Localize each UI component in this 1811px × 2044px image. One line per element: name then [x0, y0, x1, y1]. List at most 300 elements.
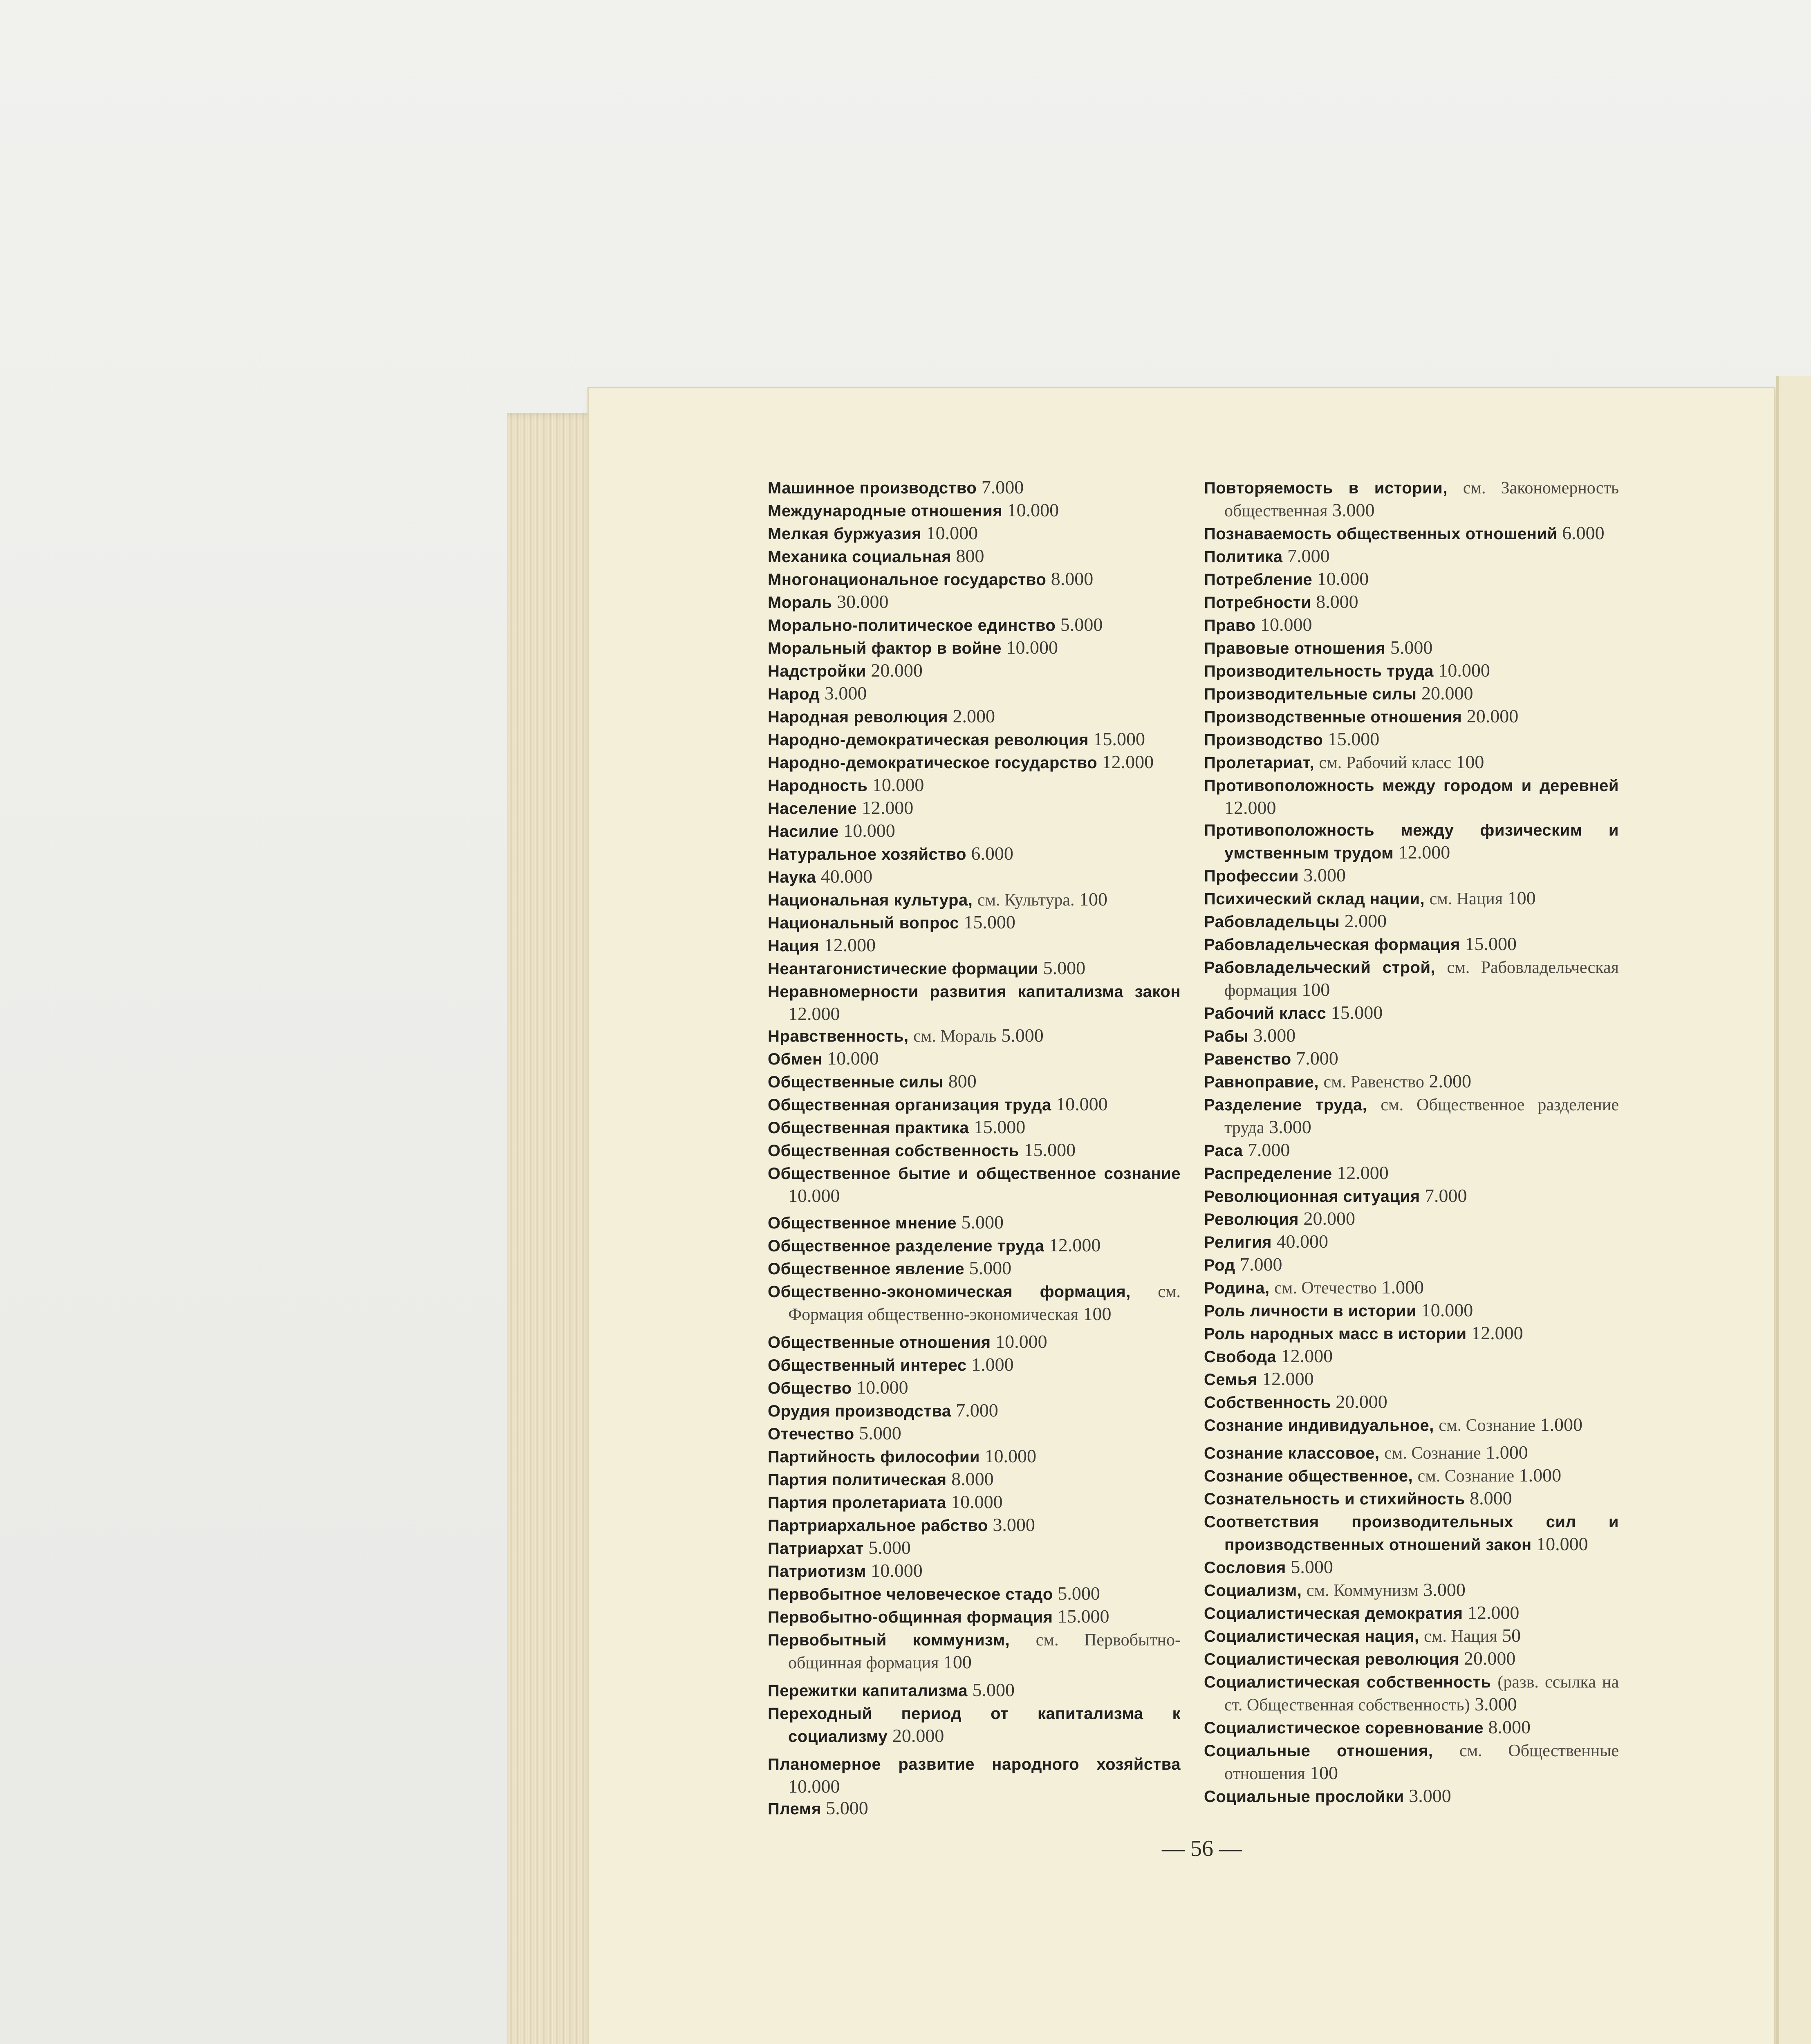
entry-term: Национальный вопрос [768, 914, 959, 932]
entry-term: Повторяемость в истории, [1204, 479, 1448, 497]
entry-count: 20.000 [1464, 1648, 1516, 1669]
entry-term: Религия [1204, 1233, 1272, 1251]
entry-count: 8.000 [951, 1468, 994, 1489]
index-entry [1204, 751, 1619, 774]
entry-term: Рабы [1204, 1027, 1249, 1045]
entry-count: 10.000 [843, 820, 895, 841]
entry-term: Потребности [1204, 594, 1311, 612]
entry-term: Общественный интерес [768, 1356, 967, 1374]
index-entry [1204, 1139, 1619, 1162]
index-entry [1204, 682, 1619, 705]
entry-term: Потребление [1204, 571, 1313, 589]
entry-term: Пролетариат, [1204, 754, 1315, 772]
entry-term: Надстройки [768, 662, 866, 680]
entry-count: 5.000 [826, 1797, 868, 1818]
index-entry [768, 957, 1181, 980]
index-entry [768, 1116, 1181, 1139]
index-entry [768, 980, 1181, 1024]
entry-term: Социалистическое соревнование [1204, 1719, 1484, 1737]
index-entry [768, 1024, 1181, 1047]
index-entry [1204, 1368, 1619, 1391]
entry-term: Машинное производство [768, 479, 977, 497]
entry-count: 10.000 [856, 1377, 908, 1398]
entry-term: Революция [1204, 1210, 1299, 1228]
entry-term: Сословия [1204, 1559, 1286, 1577]
index-entry [1204, 1093, 1619, 1139]
index-entry [1204, 1602, 1619, 1625]
index-entry [768, 1537, 1181, 1560]
entry-term: Родина, [1204, 1279, 1270, 1297]
entry-count: 3.000 [1332, 500, 1375, 520]
entry-count: 100 [1083, 1303, 1112, 1324]
entry-count: 5.000 [1390, 637, 1433, 658]
entry-term: Народно-демократическое государство [768, 754, 1098, 772]
entry-count: 8.000 [1470, 1488, 1512, 1508]
entry-count: 10.000 [995, 1331, 1047, 1352]
entry-term: Сознательность и стихийность [1204, 1490, 1465, 1508]
entry-count: 15.000 [1465, 933, 1517, 954]
index-entry [768, 1445, 1181, 1468]
entry-term: Социализм, [1204, 1582, 1302, 1600]
index-entry [768, 934, 1181, 957]
entry-count: 10.000 [984, 1446, 1037, 1466]
entry-count: 12.000 [1224, 797, 1276, 818]
entry-term: Психический склад нации, [1204, 890, 1425, 908]
entry-term: Орудия производства [768, 1402, 951, 1420]
entry-cross-reference: см. Сознание [1384, 1444, 1481, 1463]
entry-count: 10.000 [1317, 568, 1369, 589]
index-entry [1204, 1208, 1619, 1230]
index-entry [768, 476, 1181, 499]
entry-term: Сознание индивидуальное, [1204, 1416, 1434, 1434]
entry-term: Право [1204, 616, 1256, 634]
entry-count: 12.000 [1262, 1368, 1314, 1389]
entry-term: Общественное явление [768, 1260, 965, 1278]
index-entry [768, 1257, 1181, 1280]
entry-cross-reference: см. Первобытно-общинная формация [788, 1631, 1181, 1672]
entry-term: Нравственность, [768, 1027, 909, 1045]
entry-term: Партийность философии [768, 1448, 980, 1466]
entry-term: Политика [1204, 548, 1283, 566]
entry-count: 7.000 [956, 1400, 998, 1421]
entry-term: Общественное разделение труда [768, 1237, 1044, 1255]
index-entry [1204, 1670, 1619, 1716]
index-entry [768, 911, 1181, 934]
entry-term: Сознание классовое, [1204, 1444, 1380, 1462]
entry-cross-reference: см. Общественные отношения [1224, 1741, 1619, 1783]
entry-count: 1.000 [971, 1354, 1014, 1375]
entry-term: Мораль [768, 594, 832, 612]
index-entry [1204, 591, 1619, 614]
entry-count: 3.000 [1269, 1116, 1311, 1137]
entry-term: Неравномерности развития капитализма закон [768, 983, 1181, 1001]
entry-term: Патриотизм [768, 1562, 866, 1580]
entry-count: 12.000 [861, 797, 914, 818]
entry-term: Рабовладельческая формация [1204, 936, 1460, 954]
entry-count: 7.000 [981, 477, 1024, 498]
entry-count: 12.000 [1337, 1162, 1389, 1183]
entry-term: Первобытно-общинная формация [768, 1608, 1053, 1626]
index-entry [768, 888, 1181, 911]
entry-count: 12.000 [824, 935, 876, 955]
entry-count: 100 [1507, 888, 1536, 908]
entry-count: 5.000 [868, 1537, 911, 1558]
entry-count: 10.000 [1056, 1094, 1108, 1114]
entry-cross-reference: см. Закономерность общественная [1224, 479, 1619, 520]
entry-count: 5.000 [969, 1257, 1012, 1278]
entry-count: 8.000 [1488, 1717, 1531, 1737]
entry-term: Общественное бытие и общественное сознание [768, 1165, 1181, 1183]
entry-cross-reference: см. Рабочий класс [1319, 753, 1451, 772]
index-entry [768, 1702, 1181, 1748]
entry-term: Общество [768, 1379, 852, 1397]
entry-count: 15.000 [1093, 728, 1145, 749]
entry-count: 12.000 [1049, 1235, 1101, 1255]
entry-count: 10.000 [951, 1491, 1003, 1512]
index-entry [768, 865, 1181, 888]
index-entry [1204, 1414, 1619, 1437]
entry-term: Планомерное развитие народного хозяйства [768, 1755, 1181, 1773]
index-entry [768, 1399, 1181, 1422]
index-entry [1204, 1391, 1619, 1414]
index-entry [768, 1679, 1181, 1702]
index-entry [1204, 1510, 1619, 1556]
entry-count: 12.000 [1102, 751, 1154, 772]
entry-term: Общественная практика [768, 1119, 969, 1137]
entry-term: Пережитки капитализма [768, 1682, 968, 1700]
entry-count: 5.000 [1060, 614, 1103, 635]
entry-term: Свобода [1204, 1348, 1277, 1366]
index-entry [768, 1514, 1181, 1537]
entry-count: 15.000 [1331, 1002, 1383, 1023]
index-entry [1204, 910, 1619, 933]
entry-count: 5.000 [1043, 957, 1086, 978]
entry-count: 1.000 [1381, 1277, 1424, 1298]
index-entry [768, 1605, 1181, 1628]
entry-term: Профессии [1204, 867, 1299, 885]
index-entry [768, 682, 1181, 705]
entry-term: Производительность труда [1204, 662, 1434, 680]
entry-count: 15.000 [1057, 1606, 1109, 1627]
entry-cross-reference: см. Отечество [1274, 1279, 1377, 1298]
index-entry [768, 568, 1181, 591]
index-entry [1204, 887, 1619, 910]
entry-count: 20.000 [1466, 706, 1519, 726]
entry-term: Отечество [768, 1425, 854, 1443]
index-entry [768, 751, 1181, 774]
index-entry [768, 1582, 1181, 1605]
entry-term: Сознание общественное, [1204, 1467, 1413, 1485]
index-entry [1204, 1345, 1619, 1368]
entry-term: Насилие [768, 823, 839, 840]
entry-count: 100 [1456, 751, 1484, 772]
index-entry [1204, 1647, 1619, 1670]
entry-term: Партриархальное рабство [768, 1517, 988, 1535]
index-entry [768, 1628, 1181, 1674]
entry-count: 10.000 [788, 1185, 840, 1206]
index-entry [1204, 1230, 1619, 1253]
entry-term: Общественно-экономическая формация, [768, 1283, 1131, 1301]
entry-count: 800 [948, 1071, 977, 1091]
index-entry [768, 545, 1181, 568]
entry-term: Производство [1204, 731, 1323, 749]
entry-term: Морально-политическое единство [768, 616, 1056, 634]
entry-count: 2.000 [953, 706, 995, 726]
entry-count: 10.000 [926, 522, 978, 543]
entry-term: Международные отношения [768, 502, 1003, 520]
entry-count: 40.000 [1276, 1231, 1329, 1252]
entry-term: Многонациональное государство [768, 571, 1047, 589]
entry-term: Общественные силы [768, 1073, 944, 1091]
entry-term: Общественные отношения [768, 1334, 991, 1351]
index-entry [768, 1753, 1181, 1797]
entry-cross-reference: см. Сознание [1417, 1467, 1515, 1486]
entry-term: Разделение труда, [1204, 1096, 1367, 1114]
index-entry [768, 659, 1181, 682]
entry-term: Роль личности в истории [1204, 1302, 1417, 1320]
index-entry [1204, 1253, 1619, 1276]
entry-count: 10.000 [872, 774, 924, 795]
entry-count: 3.000 [824, 683, 867, 704]
index-entry [768, 1376, 1181, 1399]
entry-term: Население [768, 800, 857, 818]
index-entry [768, 1797, 1181, 1820]
entry-term: Раса [1204, 1142, 1243, 1160]
entry-count: 6.000 [971, 843, 1013, 864]
index-column-right [1204, 476, 1619, 1808]
index-entry [1204, 659, 1619, 682]
entry-count: 10.000 [827, 1048, 879, 1069]
entry-count: 10.000 [1260, 614, 1312, 635]
entry-term: Натуральное хозяйство [768, 845, 966, 863]
entry-term: Социалистическая собственность [1204, 1673, 1491, 1691]
index-entry [1204, 1162, 1619, 1185]
entry-count: 20.000 [1303, 1208, 1356, 1229]
entry-term: Социальные прослойки [1204, 1788, 1404, 1806]
index-entry [1204, 1716, 1619, 1739]
entry-count: 1.000 [1486, 1442, 1528, 1463]
entry-term: Нация [768, 937, 820, 955]
index-entry [1204, 956, 1619, 1002]
entry-term: Роль народных масс в истории [1204, 1325, 1467, 1343]
entry-term: Национальная культура, [768, 891, 973, 909]
entry-count: 2.000 [1429, 1071, 1471, 1091]
index-entry [768, 522, 1181, 545]
entry-term: Равенство [1204, 1050, 1291, 1068]
entry-cross-reference: см. Общественное разделение труда [1224, 1096, 1619, 1137]
index-entry [768, 705, 1181, 728]
entry-count: 5.000 [1058, 1583, 1100, 1604]
entry-cross-reference: см. Коммунизм [1306, 1581, 1419, 1600]
entry-cross-reference: см. Культура. [977, 891, 1075, 910]
entry-count: 12.000 [1398, 842, 1450, 863]
entry-cross-reference: см. Формация общественно-экономическая [788, 1282, 1181, 1324]
entry-term: Наука [768, 868, 816, 886]
entry-count: 10.000 [1438, 660, 1490, 681]
entry-term: Род [1204, 1256, 1235, 1274]
entry-count: 7.000 [1296, 1048, 1338, 1069]
index-entry [1204, 522, 1619, 545]
entry-cross-reference: см. Мораль [913, 1027, 997, 1046]
entry-count: 2.000 [1344, 910, 1387, 931]
entry-term: Партия пролетариата [768, 1494, 946, 1512]
entry-term: Патриархат [768, 1540, 864, 1558]
index-entry [1204, 614, 1619, 637]
index-entry [1204, 1739, 1619, 1785]
entry-term: Механика социальная [768, 548, 952, 566]
index-entry [768, 843, 1181, 865]
entry-count: 1.000 [1519, 1465, 1562, 1486]
index-entry [1204, 1322, 1619, 1345]
entry-count: 5.000 [972, 1679, 1015, 1700]
entry-count: 20.000 [871, 660, 923, 681]
index-entry [768, 1234, 1181, 1257]
index-entry [1204, 1299, 1619, 1322]
entry-count: 800 [956, 545, 984, 566]
index-entry [1204, 1556, 1619, 1579]
index-entry [1204, 568, 1619, 591]
index-entry [768, 1468, 1181, 1491]
entry-count: 10.000 [1007, 500, 1059, 520]
entry-count: 100 [943, 1652, 972, 1672]
entry-term: Производительные силы [1204, 685, 1417, 703]
entry-term: Противоположность между городом и деревней [1204, 777, 1619, 795]
entry-count: 15.000 [964, 912, 1015, 932]
index-entry [768, 1354, 1181, 1376]
entry-count: 50 [1502, 1625, 1521, 1646]
index-entry [768, 591, 1181, 614]
entry-count: 3.000 [1409, 1785, 1451, 1806]
entry-count: 12.000 [1467, 1602, 1520, 1623]
entry-term: Рабочий класс [1204, 1004, 1327, 1022]
index-entry [1204, 933, 1619, 956]
index-entry [1204, 1625, 1619, 1647]
entry-count: 5.000 [961, 1212, 1004, 1233]
entry-count: 3.000 [993, 1514, 1035, 1535]
index-entry [768, 1162, 1181, 1206]
entry-term: Народно-демократическая революция [768, 731, 1089, 749]
index-entry [1204, 1276, 1619, 1299]
entry-count: 12.000 [1471, 1322, 1523, 1343]
entry-term: Обмен [768, 1050, 823, 1068]
entry-cross-reference: см. Нация [1429, 890, 1503, 908]
index-entry [1204, 637, 1619, 659]
entry-count: 3.000 [1475, 1694, 1517, 1715]
entry-count: 100 [1310, 1762, 1338, 1783]
entry-count: 15.000 [1327, 728, 1380, 749]
index-entry [768, 637, 1181, 659]
entry-term: Распределение [1204, 1165, 1332, 1183]
entry-count: 7.000 [1247, 1139, 1290, 1160]
entry-term: Моральный фактор в войне [768, 639, 1002, 657]
entry-term: Семья [1204, 1371, 1257, 1389]
entry-term: Социальные отношения, [1204, 1742, 1433, 1760]
index-entry [1204, 1579, 1619, 1602]
entry-count: 10.000 [1536, 1533, 1588, 1554]
index-entry [1204, 1047, 1619, 1070]
index-entry [1204, 1185, 1619, 1208]
entry-count: 15.000 [1024, 1139, 1076, 1160]
index-entry [768, 1560, 1181, 1582]
index-entry [1204, 728, 1619, 751]
entry-count: 8.000 [1316, 591, 1358, 612]
entry-term: Общественное мнение [768, 1214, 957, 1232]
entry-term: Народ [768, 685, 820, 703]
entry-term: Первобытное человеческое стадо [768, 1585, 1053, 1603]
entry-count: 7.000 [1287, 545, 1330, 566]
entry-term: Революционная ситуация [1204, 1188, 1420, 1206]
entry-term: Социалистическая революция [1204, 1650, 1459, 1668]
entry-cross-reference: см. Равенство [1323, 1073, 1424, 1091]
entry-count: 100 [1079, 889, 1108, 910]
index-entry [768, 797, 1181, 820]
entry-term: Племя [768, 1800, 821, 1818]
index-entry [768, 499, 1181, 522]
entry-count: 5.000 [1291, 1556, 1333, 1577]
entry-term: Первобытный коммунизм, [768, 1631, 1010, 1649]
index-entry [1204, 818, 1619, 864]
entry-term: Общественная организация труда [768, 1096, 1051, 1114]
entry-count: 10.000 [788, 1776, 840, 1797]
entry-count: 7.000 [1239, 1254, 1282, 1275]
entry-term: Рабовладельцы [1204, 913, 1340, 931]
index-entry [1204, 864, 1619, 887]
index-entry [768, 614, 1181, 637]
entry-count: 7.000 [1425, 1185, 1467, 1206]
index-entry [1204, 705, 1619, 728]
index-entry [768, 1139, 1181, 1162]
index-entry [768, 1422, 1181, 1445]
entry-term: Правовые отношения [1204, 639, 1386, 657]
index-entry [1204, 1002, 1619, 1024]
entry-term: Познаваемость общественных отношений [1204, 525, 1558, 543]
entry-count: 3.000 [1423, 1579, 1466, 1600]
index-entry [1204, 1024, 1619, 1047]
entry-count: 12.000 [1281, 1345, 1333, 1366]
index-entry [768, 1093, 1181, 1116]
entry-term: Неантагонистические формации [768, 960, 1039, 978]
entry-count: 8.000 [1051, 568, 1094, 589]
index-entry [768, 820, 1181, 843]
entry-count: 20.000 [1336, 1391, 1387, 1412]
entry-term: Социалистическая нация, [1204, 1627, 1419, 1645]
entry-cross-reference: см. Сознание [1439, 1416, 1535, 1435]
index-entry [1204, 774, 1619, 818]
index-entry [768, 774, 1181, 797]
entry-count: 15.000 [973, 1116, 1026, 1137]
entry-count: 10.000 [871, 1560, 923, 1581]
index-entry [768, 1280, 1181, 1326]
next-page-edge [1776, 376, 1811, 2044]
index-entry [1204, 1785, 1619, 1808]
index-entry [1204, 476, 1619, 522]
entry-count: 40.000 [820, 866, 873, 887]
entry-count: 20.000 [892, 1725, 944, 1746]
entry-term: Мелкая буржуазия [768, 525, 922, 543]
entry-count: 20.000 [1421, 683, 1473, 704]
entry-count: 6.000 [1562, 522, 1605, 543]
index-entry [768, 1070, 1181, 1093]
page-number: — 56 — [1162, 1836, 1242, 1861]
entry-term: Производственные отношения [1204, 708, 1462, 726]
index-entry [768, 1047, 1181, 1070]
index-entry [1204, 1464, 1619, 1487]
entry-term: Народность [768, 777, 868, 795]
entry-term: Равноправие, [1204, 1073, 1319, 1091]
entry-count: 12.000 [788, 1003, 840, 1024]
index-entry [768, 1491, 1181, 1514]
entry-count: 10.000 [1006, 637, 1058, 658]
